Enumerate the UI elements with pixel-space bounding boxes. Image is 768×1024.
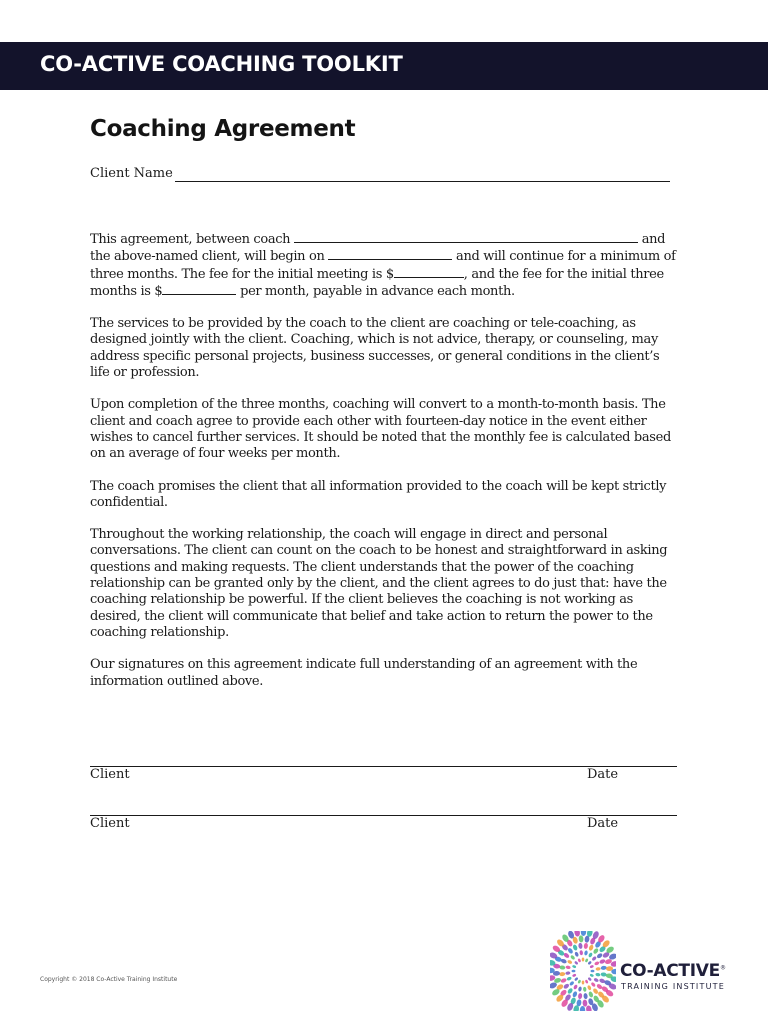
page-title: Coaching Agreement bbox=[90, 116, 356, 142]
logo-petal bbox=[572, 965, 577, 969]
signature-client-label: Client bbox=[90, 767, 130, 782]
logo-petal bbox=[587, 961, 592, 966]
logo-petal bbox=[567, 959, 573, 964]
logo-petal bbox=[583, 943, 588, 949]
start-date-blank bbox=[328, 248, 452, 260]
logo-petal bbox=[569, 981, 575, 987]
logo-petal bbox=[574, 961, 579, 966]
logo-petal bbox=[599, 959, 606, 965]
paragraph-services: The services to be provided by the coach to the client are coaching or tele-coaching, as designed jointly with the client. Coaching, which is not advice, therapy, or counseling, may address specific personal projects, business successes, or general conditions in the client’s life or profession. bbox=[90, 316, 660, 381]
logo-petal bbox=[583, 987, 587, 992]
paragraph-continuation: Upon completion of the three months, coaching will convert to a month-to-month basis. The client and coach agree to provide each other with fourteen-day notice in the event either wishes to cancel further services. It should be noted that the monthly fee is calculated based on an average of four weeks per month. bbox=[90, 397, 671, 462]
signature-line-1 bbox=[90, 766, 677, 796]
paragraph-terms: This agreement, between coach and the above-named client, will begin on and will continue for a minimum of three months. The fee for the initial meeting is $ , and the fee for the initial three months is $ per month, payable in advance each month. bbox=[90, 232, 676, 299]
logo-petal bbox=[588, 944, 594, 951]
logo-petal bbox=[582, 981, 585, 985]
logo-petal bbox=[581, 931, 587, 936]
logo-petal bbox=[565, 971, 570, 975]
logo-petal bbox=[593, 977, 599, 982]
logo-subtitle: TRAINING INSTITUTE bbox=[621, 982, 725, 991]
logo-petal bbox=[585, 958, 589, 963]
paragraph-relationship: Throughout the working relationship, the coach will engage in direct and personal conversations. The client can count on the coach to be honest and straightforward in asking questions and making requests. The client understands that the power of the coaching relationship can be granted only by the client, and the client agrees to do just that: have the coaching relationship be powerful. If the client believes the coaching is not working as desired, the client will communicate that belief and take action to return the power to the coaching relationship. bbox=[90, 527, 668, 640]
client-name-blank-line bbox=[175, 168, 670, 182]
monthly-fee-blank bbox=[162, 283, 236, 295]
coach-name-blank bbox=[294, 231, 638, 243]
logo-petal bbox=[596, 952, 603, 959]
logo-petal bbox=[592, 947, 599, 954]
logo-petal bbox=[566, 976, 572, 981]
logo-petal bbox=[574, 951, 579, 957]
paragraph-confidentiality: The coach promises the client that all information provided to the coach will be kept strictly confidential. bbox=[90, 478, 667, 510]
logo-petal bbox=[560, 978, 567, 984]
logo-flower-icon bbox=[550, 931, 616, 1011]
signature-line-2 bbox=[90, 815, 677, 845]
logo-petal bbox=[594, 961, 600, 966]
logo-petal bbox=[585, 979, 589, 984]
logo-petal bbox=[595, 973, 600, 977]
logo-petal bbox=[565, 965, 570, 969]
logo-petal bbox=[582, 958, 585, 962]
agreement-body bbox=[90, 231, 680, 706]
logo-wordmark: CO-ACTIVE® bbox=[620, 961, 726, 981]
logo-petal bbox=[578, 993, 583, 999]
logo-petal bbox=[577, 958, 581, 963]
logo-petal bbox=[587, 977, 592, 982]
logo-petal bbox=[580, 1006, 586, 1011]
paragraph-signatures-note: Our signatures on this agreement indicate full understanding of an agreement with the information outlined above. bbox=[90, 657, 638, 689]
logo-petal bbox=[573, 984, 578, 990]
logo-petal bbox=[592, 988, 599, 995]
header-bar bbox=[0, 42, 768, 90]
logo-petal bbox=[582, 999, 587, 1006]
client-name-field bbox=[90, 165, 670, 182]
logo-petal bbox=[589, 965, 594, 969]
toolkit-title: CO-ACTIVE COACHING TOOLKIT bbox=[40, 52, 403, 76]
logo-petal bbox=[567, 987, 574, 994]
logo-petal bbox=[579, 950, 583, 955]
logo-petal bbox=[591, 970, 595, 973]
logo-petal bbox=[578, 986, 582, 991]
logo-petal bbox=[559, 972, 565, 977]
logo-petal bbox=[601, 966, 607, 971]
co-active-logo bbox=[550, 931, 740, 1011]
initial-fee-blank bbox=[394, 266, 464, 278]
logo-petal bbox=[590, 982, 596, 988]
logo-petal bbox=[570, 955, 576, 961]
logo-petal bbox=[578, 943, 583, 949]
logo-petal bbox=[578, 935, 583, 942]
logo-petal bbox=[572, 991, 578, 998]
logo-petal bbox=[591, 956, 597, 962]
logo-petal bbox=[563, 983, 570, 990]
logo-petal bbox=[577, 979, 581, 984]
logo-petal bbox=[595, 967, 600, 971]
logo-petal bbox=[587, 985, 592, 991]
signature-date-label: Date bbox=[587, 816, 619, 831]
logo-petal bbox=[567, 947, 574, 954]
logo-petal bbox=[572, 970, 576, 973]
logo-petal bbox=[574, 977, 579, 982]
signature-client-label: Client bbox=[90, 816, 130, 831]
logo-petal bbox=[588, 991, 594, 998]
copyright-notice: Copyright © 2018 Co-Active Training Institute bbox=[40, 976, 178, 983]
logo-petal bbox=[583, 993, 588, 999]
logo-petal bbox=[572, 944, 578, 951]
logo-petal bbox=[572, 973, 577, 977]
client-name-label: Client Name bbox=[90, 166, 173, 181]
logo-petal bbox=[584, 950, 588, 955]
signature-date-label: Date bbox=[587, 767, 619, 782]
logo-petal bbox=[589, 973, 594, 977]
logo-petal bbox=[588, 952, 593, 958]
